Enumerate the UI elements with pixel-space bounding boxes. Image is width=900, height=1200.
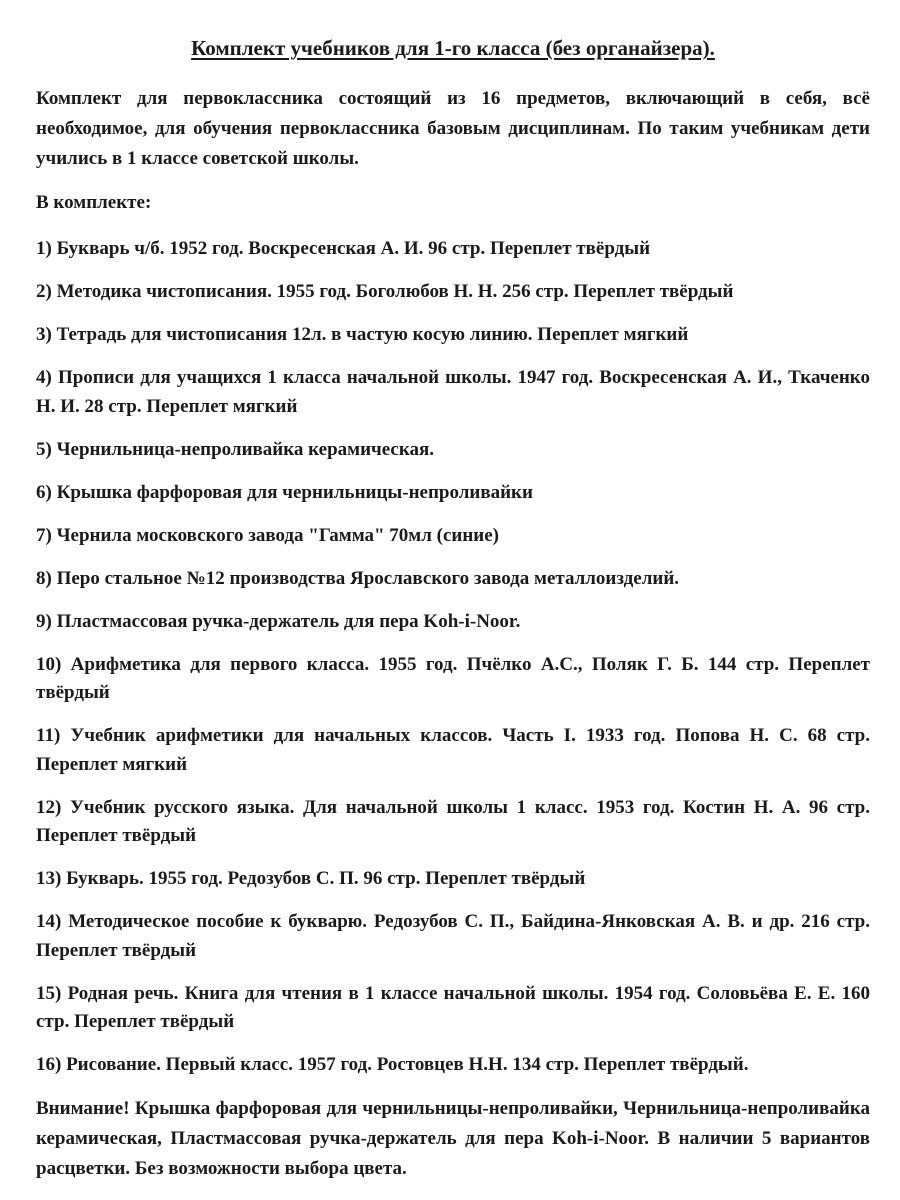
- list-item: 8) Перо стальное №12 производства Ярославского завода металлоизделий.: [36, 567, 680, 589]
- list-item: 3) Тетрадь для чистописания 12л. в частую косую линию. Переплет мягкий: [36, 324, 689, 345]
- notice-paragraph: Внимание! Крышка фарфоровая для чернильницы-непроливайки, Чернильница-непроливайка керамическая, Пластмассовая ручка-держатель для пера Koh-i-Noor. В наличии 5 вариантов расцветки. Без возможности выбора цвета.: [36, 1098, 870, 1179]
- list-item: 4) Прописи для учащихся 1 класса начальной школы. 1947 год. Воскресенская А. И., Ткаченко Н. И. 28 стр. Переплет мягкий: [36, 367, 870, 417]
- item-list: [36, 235, 870, 1080]
- list-item: 11) Учебник арифметики для начальных классов. Часть I. 1933 год. Попова Н. С. 68 стр. Переплет мягкий: [36, 725, 870, 775]
- list-item: 14) Методическое пособие к букварю. Редозубов С. П., Байдина-Янковская А. В. и др. 216 стр. Переплет твёрдый: [36, 911, 870, 961]
- list-item: 16) Рисование. Первый класс. 1957 год. Ростовцев Н.Н. 134 стр. Переплет твёрдый.: [36, 1054, 749, 1075]
- list-item: 13) Букварь. 1955 год. Редозубов С. П. 96 стр. Переплет твёрдый: [36, 868, 586, 889]
- list-item: 15) Родная речь. Книга для чтения в 1 классе начальной школы. 1954 год. Соловьёва Е. Е. 160 стр. Переплет твёрдый: [36, 982, 870, 1032]
- list-item: 12) Учебник русского языка. Для начальной школы 1 класс. 1953 год. Костин Н. А. 96 стр. Переплет твёрдый: [36, 796, 870, 846]
- list-item: 5) Чернильница-непроливайка керамическая.: [36, 438, 435, 460]
- list-item: 9) Пластмассовая ручка-держатель для пера Koh-i-Noor.: [36, 610, 521, 632]
- document-page: [36, 34, 870, 1184]
- intro-paragraph: Комплект для первоклассника состоящий из 16 предметов, включающий в себя, всё необходимое, для обучения первоклассника базовым дисциплинам. По таким учебникам дети учились в 1 классе советской школы.: [36, 88, 870, 169]
- list-item: 10) Арифметика для первого класса. 1955 год. Пчёлко А.С., Поляк Г. Б. 144 стр. Переплет твёрдый: [36, 653, 870, 703]
- list-item: 1) Букварь ч/б. 1952 год. Воскресенская А. И. 96 стр. Переплет твёрдый: [36, 238, 651, 259]
- list-item: 7) Чернила московского завода "Гамма" 70мл (синие): [36, 524, 500, 546]
- document-title: Комплект учебников для 1-го класса (без органайзера).: [191, 36, 715, 60]
- list-item: 6) Крышка фарфоровая для чернильницы-непроливайки: [36, 481, 533, 503]
- in-set-label: В комплекте:: [36, 192, 152, 213]
- list-item: 2) Методика чистописания. 1955 год. Боголюбов Н. Н. 256 стр. Переплет твёрдый: [36, 281, 734, 302]
